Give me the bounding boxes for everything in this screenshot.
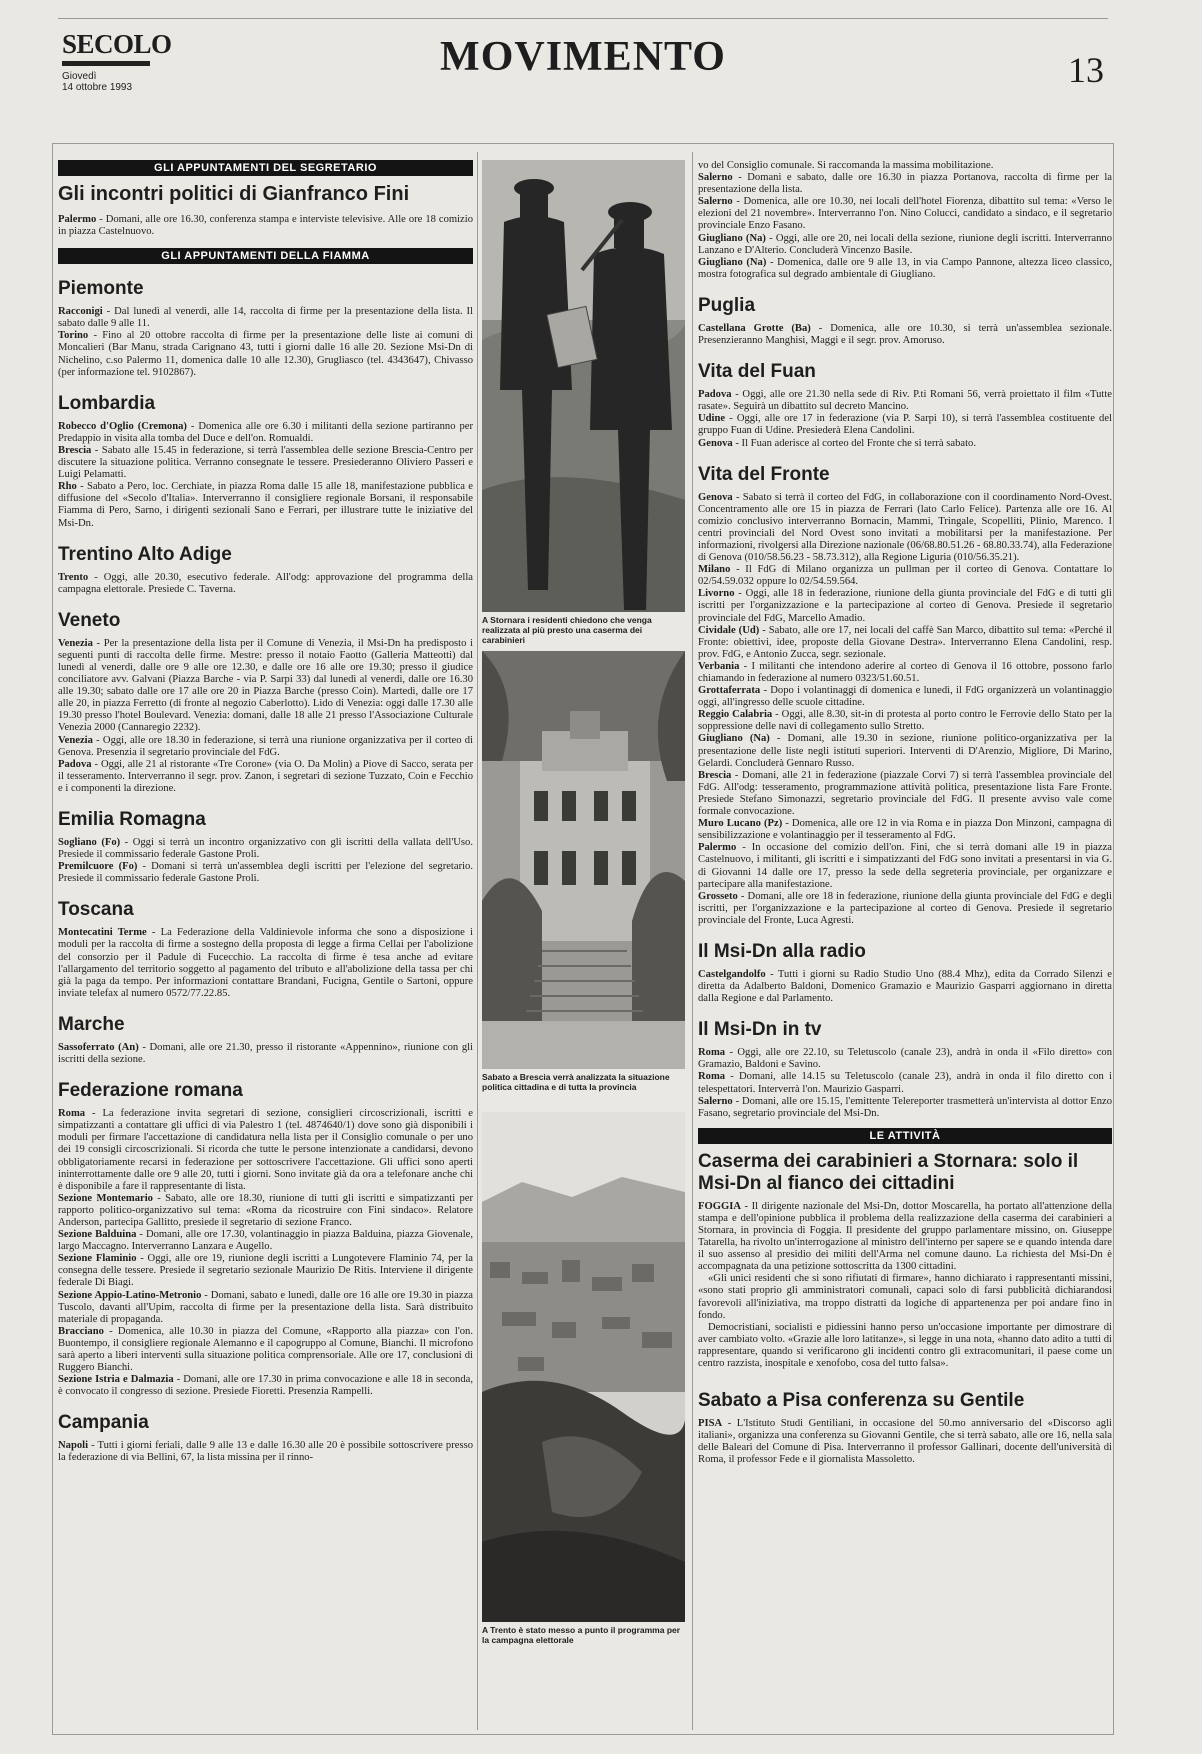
appointment-text: - Domani, alle ore 18 in federazione, riunione della giunta provinciale del FdG e degli iscritti, per l'organizzazione e la partecipazione al corteo di Genova. Presiede il segretario provinciale del Fronte, Luca Agresti.	[698, 890, 1112, 926]
appointment-place: Verbania	[698, 660, 740, 672]
appointment-place: Salerno	[698, 172, 733, 184]
appointment-text: - Oggi, alle ore 20, nei locali della sezione, riunione degli iscritti. Interverranno Lanzano e D'Alterio. Concluderà Vincenzo Basile.	[698, 232, 1112, 256]
appointment-place: Muro Lucano (Pz)	[698, 818, 783, 830]
section-title: MOVIMENTO	[440, 34, 726, 80]
appointment-place: Premilcuore (Fo)	[58, 861, 138, 873]
appointment-item	[698, 709, 1112, 733]
article-paragraph: «Gli unici residenti che si sono rifiutati di firmare», hanno dichiarato i rappresentanti missini, «sono stati proprio gli amministratori comunali, capaci solo di farsi pubblicità dichiarandosi favorevoli all'iniziativa, ma troppo distratti da logiche di appartenenza per poi andare fino in fondo.	[698, 1273, 1112, 1321]
appointment-text: - Domenica, alle ore 12 in via Roma e in piazza Don Minzoni, campagna di sensibilizzazione e volantinaggio per il tesseramento al FdG.	[698, 818, 1112, 842]
region-heading: Campania	[58, 1412, 149, 1434]
article-body	[698, 1418, 1112, 1466]
photo-caption: A Stornara i residenti chiedono che venga realizzata al più presto una caserma dei carabinieri	[482, 615, 652, 645]
appointment-text: - Oggi, alle ore 22.10, su Teletuscolo (canale 23), andrà in onda il «Filo diretto» con Gramazio, Baldoni e Savino.	[698, 1047, 1112, 1071]
article-dateline: PISA	[698, 1418, 723, 1430]
region-heading: Vita del Fronte	[698, 463, 830, 485]
appointment-text: - Oggi, alle 20.30, esecutivo federale. All'odg: approvazione del programma della campagna elettorale. Presiede C. Taverna.	[58, 571, 473, 595]
appointment-text: - Oggi, alle ore 19, riunione degli iscritti a Lungotevere Flaminio 74, per la consegna delle tessere. Presiede il segretario sezionale Maurizio De Ritis. Interviene il dirigente federale Di Biagi.	[58, 1253, 473, 1289]
appointment-item	[58, 735, 473, 759]
appointment-text: - Oggi, alle ore 17 in federazione (via P. Sarpi 10), si terrà l'assemblea costituente del gruppo Fuan di Udine. Presiederà Elena Candolini.	[698, 413, 1112, 437]
appointment-place: Giugliano (Na)	[698, 733, 770, 745]
appointment-text: - Dal lunedì al venerdì, alle 14, raccolta di firme per la presentazione della lista. Il sabato dalle 9 alle 11.	[58, 306, 473, 330]
fiamma-appointments	[58, 278, 473, 1464]
appointment-item	[698, 172, 1112, 196]
section-bar: GLI APPUNTAMENTI DELLA FIAMMA	[58, 248, 473, 264]
appointment-item	[698, 842, 1112, 890]
appointment-place: Cividale (Ud)	[698, 624, 760, 636]
region-heading: Il Msi-Dn in tv	[698, 1019, 822, 1041]
column-divider	[477, 152, 478, 1730]
appointment-item	[58, 1108, 473, 1193]
appointment-place: Sezione Appio-Latino-Metronio	[58, 1289, 202, 1301]
appointment-place: Padova	[58, 758, 92, 770]
appointment-text: - Domani, alle 21 in federazione (piazzale Corvi 7) si terrà l'assemblea provinciale del FdG. All'odg: tesseramento, programmazione attività politica, presentazione lista Fare Fronte. Presiede Stefano Simonazzi, segretario provinciale del FdG. Il presente avviso vale come formale convocazione.	[698, 769, 1112, 818]
appointment-text: - Tutti i giorni su Radio Studio Uno (88.4 Mhz), edita da Corrado Silenzi e diretta da Adalberto Baldoni, Domenico Gramazio e Maurizio Gasparri aggiornano in diretta dalla Regione e dal Parlamento.	[698, 968, 1112, 1005]
article-headline: Caserma dei carabinieri a Stornara: solo il Msi-Dn al fianco dei cittadini	[698, 1150, 1079, 1194]
appointment-place: Sezione Istria e Dalmazia	[58, 1374, 174, 1386]
appointment-place: Reggio Calabria	[698, 709, 773, 721]
column-right	[698, 160, 1112, 1730]
appointment-text: - Oggi si terrà un incontro organizzativo con gli iscritti della vallata dell'Uso. Presiede il commissario federale Gastone Proli.	[58, 837, 473, 861]
appointment-item	[58, 1326, 473, 1374]
article-headline: Sabato a Pisa conferenza su Gentile	[698, 1390, 1025, 1412]
appointment-item	[58, 1193, 473, 1229]
appointment-place: Sassoferrato (An)	[58, 1041, 139, 1053]
appointment-text: - Sabato a Pero, loc. Cerchiate, in piazza Roma dalle 15 alle 18, manifestazione pubblica e diffusione del «Secolo d'Italia». Interverranno il consigliere regionale Borsani, il responsabile Fiamma di Pero, Sarno, i dirigenti sezionali Sano e Ferrari, per illustrare tutte le iniziative del Msi-Dn.	[58, 481, 473, 529]
appointment-text: - Domani, alle ore 16.30, conferenza stampa e interviste televisive. Alle ore 18 comizio in piazza Castelnuovo.	[58, 214, 473, 238]
appointment-place: Brescia	[58, 444, 92, 456]
appointment-item	[698, 733, 1112, 769]
appointment-item	[58, 214, 473, 238]
appointment-text: - Domani, alle ore 15.15, l'emittente Telereporter trasmetterà un'intervista al dottor Enzo Fasano, segretario provinciale del Msi-Dn.	[698, 1095, 1112, 1119]
appointment-item	[58, 421, 473, 445]
appointment-item	[698, 625, 1112, 661]
photo-brescia	[482, 651, 685, 1069]
appointment-item	[698, 661, 1112, 685]
appointment-place: Brescia	[698, 769, 732, 781]
appointment-text: - Domenica, alle 10.30 in piazza del Comune, «Rapporto alla piazza» con l'on. Buontempo, il consigliere regionale Alemanno e il capogruppo al Comune, Bianchi. Il microfono sarà aperto a liberi interventi sulla situazione politica comprensoriale. Alle ore 17, conclusioni di Ruggero Bianchi.	[58, 1325, 473, 1374]
appointment-item	[698, 588, 1112, 624]
appointment-place: Grosseto	[698, 890, 738, 902]
region-heading: Il Msi-Dn alla radio	[698, 940, 866, 962]
appointment-text: - Domani e sabato, dalle ore 16.30 in piazza Portanova, raccolta di firme per la presentazione della lista.	[698, 172, 1112, 196]
appointment-text: - Sabato alle 15.45 in federazione, si terrà l'assemblea delle sezione Brescia-Centro per discutere la situazione politica. Verranno consegnate le tessere. Presiederanno Oliviero Passeri e Luigi Pelamatti.	[58, 444, 473, 481]
appointment-text: - Sabato, alle ore 18.30, riunione di tutti gli iscritti e simpatizzanti per rapporto politico-organizzativo sul tema: «Roma da ricostruire con Fini sindaco». Relatore Anderson, partecipa Gallitto, presiede il segretario di sezione Franco.	[58, 1192, 473, 1228]
appointment-place: Castelgandolfo	[698, 968, 766, 980]
appointment-text: - Oggi, alle ore 18.30 in federazione, si terrà una riunione organizzativa per il corteo di Genova. Presenzia il segretario provinciale del FdG.	[58, 734, 473, 758]
region-heading: Trentino Alto Adige	[58, 543, 232, 565]
continued-text: vo del Consiglio comunale. Si raccomanda la massima mobilitazione.	[698, 160, 994, 171]
appointment-place: Sezione Flaminio	[58, 1253, 137, 1265]
appointment-place: Torino	[58, 330, 89, 342]
appointment-text: - Fino al 20 ottobre raccolta di firme per la presentazione delle liste ai comuni di Moncalieri (Bar Manu, strada Carignano 43, tutti i giorni dalle 16 alle 20. Sezione Msi-Dn di Nichelino, c.so Palermo 11, domenica dalle 10 alle 12.30), Grugliasco (tel. 4343647), Chivasso (per informazione tel. 9102867).	[58, 330, 473, 378]
appointment-item	[58, 759, 473, 795]
appointment-text: - Oggi, alle ore 21.30 nella sede di Riv. P.ti Romani 56, verrà proiettato il film «Tutte rasate». Seguirà un dibattito sul decreto Mancino.	[698, 389, 1112, 413]
appointment-item	[58, 1290, 473, 1326]
appointment-item	[698, 685, 1112, 709]
appointment-place: Roma	[698, 1047, 726, 1059]
appointment-item	[58, 1440, 473, 1464]
appointment-text: - Domenica, alle ore 10.30, si terrà un'assemblea sezionale. Presenzieranno Manghisi, Maggi e il segr. prov. Amoruso.	[698, 322, 1112, 347]
appointment-item	[58, 1253, 473, 1289]
region-heading: Puglia	[698, 294, 756, 316]
campania-continued-items	[698, 172, 1112, 281]
appointment-item	[698, 1096, 1112, 1120]
region-heading: Emilia Romagna	[58, 809, 206, 830]
region-heading: Veneto	[58, 609, 121, 631]
appointment-place: Venezia	[58, 734, 93, 746]
appointment-place: Padova	[698, 389, 732, 401]
appointment-place: Sogliano (Fo)	[58, 837, 121, 848]
article-paragraph: - Il dirigente nazionale del Msi-Dn, dottor Moscarella, ha portato all'attenzione della stampa e dell'opinione pubblica il problema della realizzazione della caserma dei carabinieri a Stornara, in provincia di Foggia. Il presidente del gruppo parlamentare missino, on. Giuseppe Tatarella, ha rivolto un'interrogazione al ministro dell'interno per sapere se e quando intenda dare il suo assenso al presidio dei militi dell'Arma nel comune dauno. La richiesta del Msi-Dn è accompagnata da una petizione sottoscritta da 1300 cittadini.	[698, 1200, 1112, 1273]
appointment-place: Palermo	[698, 842, 737, 854]
appointment-item	[698, 492, 1112, 565]
appointment-place: Napoli	[58, 1440, 89, 1452]
photo-trento	[482, 1112, 685, 1622]
appointment-place: Grottaferrata	[698, 685, 761, 697]
region-heading: Piemonte	[58, 278, 144, 300]
appointment-text: - Domani, alle ore 21.30, presso il ristorante «Appennino», riunione con gli iscritti della sezione.	[58, 1041, 473, 1066]
masthead	[58, 18, 1108, 129]
photo-carabinieri	[482, 160, 685, 612]
region-heading: Vita del Fuan	[698, 361, 816, 383]
appointment-item	[58, 1374, 473, 1398]
column-left	[58, 160, 473, 1730]
appointment-item	[58, 1042, 473, 1066]
appointment-place: Rho	[58, 481, 77, 493]
appointment-text: - Il Fuan aderisce al corteo del Fronte che si terrà sabato.	[732, 437, 976, 449]
appointment-place: Robecco d'Oglio (Cremona)	[58, 420, 187, 432]
region-heading: Lombardia	[58, 392, 156, 414]
appointment-text: - Tutti i giorni feriali, dalle 9 alle 13 e dalle 16.30 alle 20 è possibile sottoscrivere presso la federazione di via Bellini, 67, la lista missina per il rinno-	[58, 1440, 473, 1464]
appointment-item	[698, 438, 1112, 450]
appointment-text: - Domani, alle ore 17.30 in prima convocazione e alle 18 in seconda, è convocato il congresso di sezione. Presiede Fioretti. Presenzia Rampelli.	[58, 1374, 473, 1398]
appointment-item	[698, 891, 1112, 927]
fini-appointments	[58, 214, 473, 238]
appointment-item	[58, 330, 473, 378]
appointment-item	[58, 306, 473, 330]
issue-full-date: 14 ottobre 1993	[62, 82, 133, 93]
appointment-item	[698, 233, 1112, 257]
appointment-text: - I militanti che intendono aderire al corteo di Genova il 16 ottobre, possono farlo chiamando in federazione al numero 0323/51.60.51.	[698, 660, 1112, 684]
appointment-place: Salerno	[698, 196, 733, 208]
appointment-text: - La Federazione della Valdinievole informa che sono a disposizione i moduli per la raccolta di firme a sostegno della proposta di legge a firma Cellai per l'abolizione del consorzio per il Padule di Fucecchio. La raccolta di firme è tesa anche ad evitare l'allargamento del territorio soggetto al pagamento del tributo e all'abolizione della tassa per chi già la paga da tempo. Per informazioni contattare Brandani, Fucigna, Gentile o Sartoni, oppure inviate telefax al numero 0572/77.22.85.	[58, 927, 473, 999]
appointment-item	[58, 445, 473, 481]
article-body	[698, 1201, 1112, 1274]
article-paragraph: Democristiani, socialisti e pidiessini hanno perso un'occasione importante per dimostrare di aver cambiato volto. «Grazie alle loro latitanze», si legge in una nota, «hanno dato adito a tutti di rappresentare, quando si verificarono gli incidenti contro gli extracomunitari, il paese come un centro razzista, inospitale e xenofobo, cosa del tutto falsa».	[698, 1321, 1112, 1370]
article-headline: Gli incontri politici di Gianfranco Fini	[58, 183, 410, 205]
appointment-item	[698, 196, 1112, 232]
article-paragraph: - L'Istituto Studi Gentiliani, in occasione del 50.mo anniversario del «Discorso agli italiani», organizza una conferenza su Giovanni Gentile, che si terrà sabato, alle ore 16, nella sala delle Baleari del Comune di Pisa. Interverranno il professor Gallinari, docente dell'università di Roma, il professor Fede e il giornalista Massoletto.	[698, 1418, 1112, 1466]
region-heading: Federazione romana	[58, 1080, 243, 1102]
issue-weekday: Giovedì	[62, 71, 97, 82]
appointment-item	[698, 323, 1112, 347]
appointment-place: Udine	[698, 413, 726, 425]
newspaper-logo: SECOLO	[62, 29, 172, 59]
appointment-place: Castellana Grotte (Ba)	[698, 322, 811, 334]
carabinieri-photo-image	[482, 160, 685, 612]
appointment-text: - Oggi, alle 18 in federazione, riunione della giunta provinciale del FdG e di tutti gli iscritti per l'organizzazione e la partecipazione al corteo di Genova. Presiede il segretario provinciale del FdG, Marcello Amadio.	[698, 588, 1112, 624]
section-bar: LE ATTIVITÀ	[698, 1128, 1112, 1144]
appointment-place: Salerno	[698, 1095, 733, 1107]
brescia-building-image	[482, 651, 685, 1069]
region-heading: Marche	[58, 1013, 125, 1035]
appointment-item	[58, 927, 473, 1000]
appointment-place: Genova	[698, 437, 733, 449]
section-bar: GLI APPUNTAMENTI DEL SEGRETARIO	[58, 160, 473, 176]
appointment-item	[58, 861, 473, 885]
appointment-text: - Oggi, alle 8.30, sit-in di protesta al porto contro le Ferrovie dello Stato per la soppressione delle navi di collegamento sullo Stretto.	[698, 709, 1112, 733]
appointment-place: Montecatini Terme	[58, 927, 147, 939]
appointment-text: - In occasione del comizio dell'on. Fini, che si terrà domani alle 19 in piazza Castelnuovo, i militanti, gli iscritti e i simpatizzanti del FdG sono invitati a presentarsi in via G. di Giovanni 14 dalle ore 17, presso la sede della segreteria provinciale, per organizzare e partecipare alla manifestazione.	[698, 842, 1112, 890]
appointment-place: Venezia	[58, 637, 93, 649]
appointment-item	[698, 770, 1112, 818]
appointment-place: Sezione Montemario	[58, 1192, 153, 1204]
appointment-place: Palermo	[58, 214, 97, 225]
appointment-text: - Il FdG di Milano organizza un pullman per il corteo di Genova. Contattare lo 02/54.59.032 oppure lo 02/54.59.564.	[698, 564, 1112, 588]
column-photos	[482, 160, 685, 1730]
appointment-text: - La federazione invita segretari di sezione, consiglieri circoscrizionali, iscritti e simpatizzanti a contattare gli uffici di via Palestro 1 (tel. 4874640/1) dove sono già disponibili i moduli per firmare l'accettazione di candidatura nella lista per il Consiglio comunale o per uno dei 19 consigli circoscrizionali. Si ricorda che tutte le persone intenzionate a candidarsi, devono obbligatoriamente recarsi in federazione per sottoscrivere l'accettazione. Gli uffici sono aperti ininterrottamente dalle ore 9 alle 20, tutti i giorni. Sono invitate già da ora a telefonare anche chi è disponibile a fare il rappresentante di lista.	[58, 1108, 473, 1192]
appointment-text: - Domenica, dalle ore 9 alle 13, in via Campo Pannone, altezza liceo classico, mostra fotografica sul degrado ambientale di Giugliano.	[698, 256, 1112, 280]
page-number: 13	[1068, 50, 1104, 90]
appointment-place: Roma	[698, 1071, 726, 1083]
appointment-item	[58, 572, 473, 596]
appointment-item	[698, 1047, 1112, 1071]
appointment-place: Trento	[58, 571, 89, 583]
appointment-place: Sezione Balduina	[58, 1229, 137, 1241]
right-appointments	[698, 295, 1112, 1120]
appointment-text: - Dopo i volantinaggi di domenica e lunedì, il FdG organizzerà un volantinaggio oggi, all'ingresso delle scuole cittadine.	[698, 685, 1112, 709]
photo-caption: Sabato a Brescia verrà analizzata la situazione politica cittadina e di tutta la provincia	[482, 1072, 670, 1092]
photo-caption: A Trento è stato messo a punto il programma per la campagna elettorale	[482, 1625, 681, 1645]
appointment-item	[698, 818, 1112, 842]
appointment-text: - Sabato si terrà il corteo del FdG, in collaborazione con il coordinamento Nord-Ovest. Concentramento alle ore 15 in piazza de Ferrari (lato Carlo Felice). Partenza alle ore 16. Al comizio conclusivo interverranno Bornacin, Mammi, Tringale, Scopelliti, Plinio, Marenco. I centri provinciali del Nord Ovest sono invitati a mobilitarsi per la manifestazione. Per informazioni, rivolgersi alla Direzione nazionale (06/68.80.51.26 - 68.80.33.74), alla Federazione di Genova (010/58.56.23 - 58.73.312), alla Regione Liguria (010/56.35.21).	[698, 491, 1112, 564]
appointment-text: - Domani, alle ore 17.30, volantinaggio in piazza Balduina, piazza Giovenale, largo Maccagno. Interverranno Lanzara e Augello.	[58, 1229, 473, 1253]
appointment-place: Livorno	[698, 588, 735, 600]
appointment-place: Giugliano (Na)	[698, 232, 766, 244]
appointment-place: Giugliano (Na)	[698, 256, 767, 268]
appointment-text: - Sabato, alle ore 17, nei locali del caffè San Marco, dibattito sul tema: «Perché il Fronte: obiettivi, idee, proposte della Giovane Destra». Interverranno Elena Candolini, resp. prov. FdG, e Antonio Zucca, segr. sezionale.	[698, 624, 1112, 660]
appointment-place: Roma	[58, 1108, 86, 1120]
appointment-item	[698, 389, 1112, 413]
appointment-text: - Domani, sabato e lunedì, dalle ore 16 alle ore 19.30 in piazza Tuscolo, davanti all'Upim, raccolta di firme per la presentazione della lista. Sarà distribuito materiale di propaganda.	[58, 1289, 473, 1325]
appointment-text: - Oggi, alle 21 al ristorante «Tre Corone» (via O. Da Molin) a Piove di Sacco, serata per il tesseramento. Interverranno il segr. prov. Zanon, i segretari di sezione Tuzzato, Coin e Fecchio e i componenti la direzione.	[58, 758, 473, 794]
appointment-text: - Domani, alle 19.30 in sezione, riunione politico-organizzativa per la presentazione delle liste negli istituti superiori. Interventi di D'Arenzio, Migliore, Di Marino, Gelardi. Concluderà Gennaro Russo.	[698, 733, 1112, 769]
region-heading: Toscana	[58, 899, 134, 921]
appointment-place: Milano	[698, 564, 731, 576]
appointment-text: - Per la presentazione della lista per il Comune di Venezia, il Msi-Dn ha predisposto i seguenti punti di raccolta delle firme. Mestre: presso il notaio Faotto (Galleria Matteotti) dal lunedì al venerdì, dalle ore 9 alle ore 12.30, e dalle ore 16 alle ore 19.30; presso il giudice conciliatore avv. Galvani (Piazza Barche - via P. Sarpi 33) dal lunedì al venerdì, dalle ore 16.30 alle 19.30; sabato dalle ore 17 alle ore 20 in Piazza Barche (presso Coin). Martedì, dalle ore 17 alle 20, in piazza Ferretto (di fronte al negozio Caberlotto). Lido di Venezia: oggi dalle 17.30 alle 19.30 presso l'hotel Boulevard. Venezia: domani, dalle 18 alle 21 presso l'Associazione Culturale Venezia 2000 (Cannaregio 2232).	[58, 637, 473, 734]
appointment-item	[698, 969, 1112, 1005]
appointment-place: Genova	[698, 491, 733, 503]
appointment-text: - Domenica, alle ore 10.30, nei locali dell'hotel Fiorenza, dibattito sul tema: «Verso le elezioni del 21 novembre». Interverranno l'on. Nino Colucci, candidato a sindaco, e il segretario provinciale Enzo Fasano.	[698, 196, 1112, 232]
appointment-text: - Domenica alle ore 6.30 i militanti della sezione partiranno per Predappio in visita alla tomba del Duce e dell'on. Romualdi.	[58, 420, 473, 444]
appointment-place: Racconigi	[58, 306, 103, 318]
appointment-item	[58, 837, 473, 861]
article-dateline: FOGGIA	[698, 1200, 741, 1212]
appointment-item	[698, 257, 1112, 281]
column-divider	[692, 152, 693, 1730]
appointment-item	[58, 638, 473, 735]
appointment-item	[58, 481, 473, 529]
appointment-text: - Domani, alle 14.15 su Teletuscolo (canale 23), andrà in onda il filo diretto con i telespettatori. Interverrà l'on. Maurizio Gasparri.	[698, 1071, 1112, 1095]
appointment-item	[698, 564, 1112, 588]
appointment-place: Bracciano	[58, 1325, 104, 1337]
trento-panorama-image	[482, 1112, 685, 1622]
appointment-text: - Domani si terrà un'assemblea degli iscritti per l'elezione del segretario. Presiede il commissario federale Gastone Proli.	[58, 861, 473, 885]
appointment-item	[698, 413, 1112, 437]
appointment-item	[698, 1071, 1112, 1095]
appointment-item	[58, 1229, 473, 1253]
